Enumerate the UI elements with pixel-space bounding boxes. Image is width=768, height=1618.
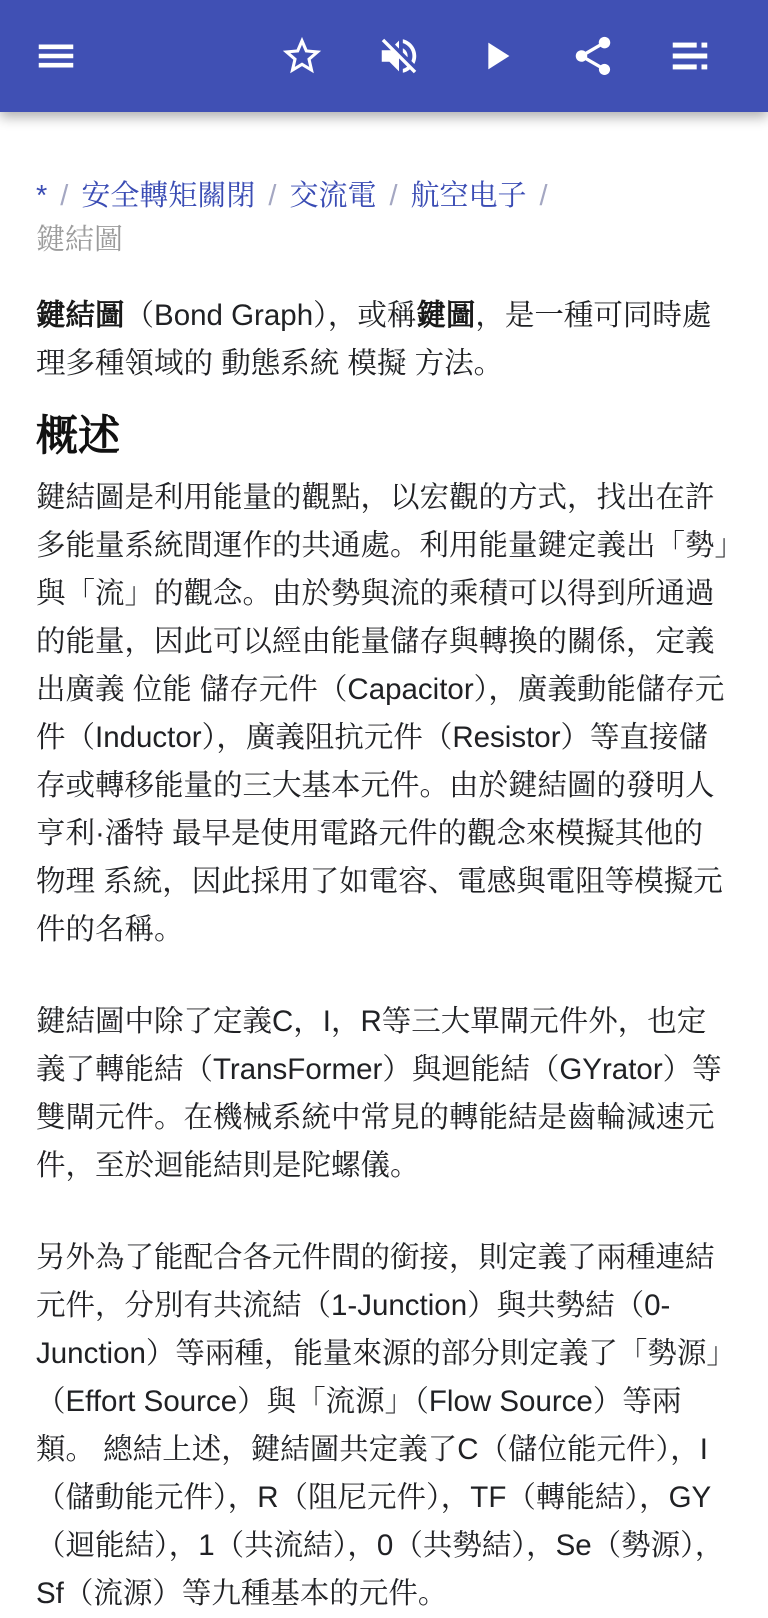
breadcrumb-separator: /	[268, 180, 277, 212]
menu-button[interactable]	[32, 32, 80, 80]
breadcrumb-separator: /	[539, 180, 548, 212]
share-icon	[570, 33, 616, 79]
share-button[interactable]	[569, 32, 617, 80]
breadcrumb-link-alternating-current[interactable]: 交流電	[289, 180, 377, 212]
breadcrumb-current-page: 鍵結圖	[36, 224, 124, 256]
play-icon	[473, 33, 519, 79]
breadcrumb	[36, 174, 732, 262]
breadcrumb-link-safe-torque-off[interactable]: 安全轉矩關閉	[81, 180, 256, 212]
section-heading: 概述	[36, 412, 121, 459]
breadcrumb-separator: /	[389, 180, 398, 212]
favorite-button[interactable]	[278, 32, 326, 80]
article-alias-bold: 鍵圖	[416, 299, 476, 332]
contents-button[interactable]	[666, 32, 714, 80]
breadcrumb-link-avionics[interactable]: 航空电子	[410, 180, 527, 212]
table-of-contents-icon	[667, 33, 713, 79]
paragraph-overview-2: 鍵結圖中除了定義C，I，R等三大單閘元件外，也定義了轉能結（TransFormer）與迴能結（GYrator）等雙閘元件。在機械系統中常見的轉能結是齒輪減速元件，至於迴能結則是陀螺儀。	[36, 1005, 722, 1183]
breadcrumb-link-root[interactable]: *	[36, 180, 48, 212]
play-button[interactable]	[472, 32, 520, 80]
star-outline-icon	[279, 33, 325, 79]
lead-text: （Bond Graph），或稱	[124, 299, 417, 332]
menu-icon	[33, 33, 79, 79]
lead-text: ，是一種可同時處理多種領域的 動態系統 模擬 方法。	[36, 299, 712, 380]
article-term-bold: 鍵結圖	[36, 299, 125, 332]
breadcrumb-separator: /	[60, 180, 69, 212]
article-content	[0, 174, 768, 1618]
app-bar-actions	[278, 32, 714, 80]
mute-button[interactable]	[375, 32, 423, 80]
lead-paragraph	[36, 292, 732, 388]
paragraph-overview-3: 另外為了能配合各元件間的銜接，則定義了兩種連結元件，分別有共流結（1-Junction）與共勢結（0-Junction）等兩種，能量來源的部分則定義了「勢源」（Effort Source）與「流源」（Flow Source）等兩類。 總結上述，鍵結圖共定義了C（儲位能元件），I（儲動能元件），R（阻尼元件），TF（轉能結），GY（迴能結），1（共流結），0（共勢結），Se（勢源），Sf（流源）等九種基本的元件。	[36, 1241, 725, 1611]
volume-off-icon	[376, 33, 422, 79]
paragraph-overview-1: 鍵結圖是利用能量的觀點，以宏觀的方式，找出在許多能量系統間運作的共通處。利用能量鍵定義出「勢」與「流」的觀念。由於勢與流的乘積可以得到所通過的能量，因此可以經由能量儲存與轉換的關係，定義出廣義 位能 儲存元件（Capacitor），廣義動能儲存元件（Inductor），廣義阻抗元件（Resistor）等直接儲存或轉移能量的三大基本元件。由於鍵結圖的發明人 亨利·潘特 最早是使用電路元件的觀念來模擬其他的 物理 系統，因此採用了如電容、電感與電阻等模擬元件的名稱。	[36, 481, 730, 947]
app-bar	[0, 0, 768, 112]
